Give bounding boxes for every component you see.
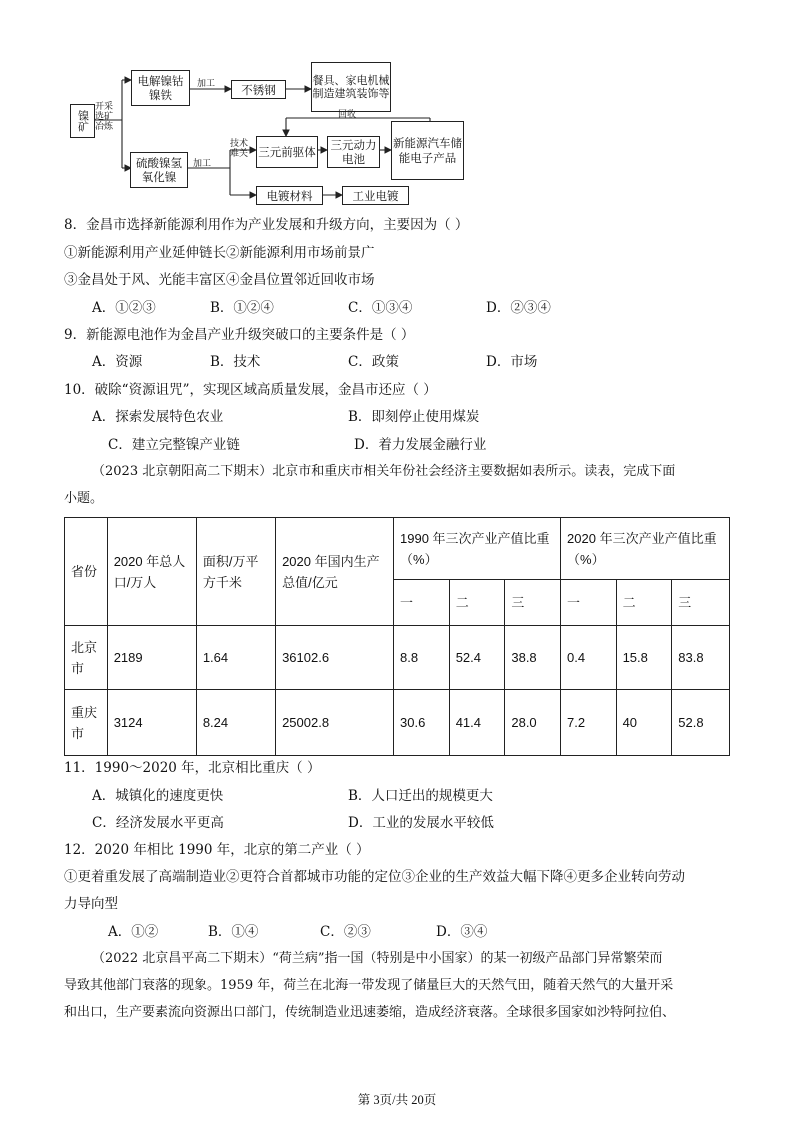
intro3-line-1: （2022 北京昌平高二下期末）“荷兰病”指一国（特别是中小国家）的某一初级产品部门异常繁荣而 <box>92 951 663 966</box>
row-beijing-name: 北京市 <box>65 626 108 690</box>
electrolytic-nickel-box: 电解镍钴镍铁 <box>131 70 190 106</box>
row-beijing-2020-secondary: 15.8 <box>616 626 672 690</box>
intro3-line-3: 和出口，生产要素流向资源出口部门，传统制造业迅速萎缩，造成经济衰落。全球很多国家如沙特阿拉伯、 <box>64 1005 676 1020</box>
industrial-plating-box: 工业电镀 <box>342 186 409 205</box>
stainless-box: 不锈钢 <box>231 80 286 99</box>
q12-option-b[interactable]: B．①④ <box>208 924 259 940</box>
row-chongqing-name: 重庆市 <box>65 690 108 756</box>
table-header-row <box>65 518 730 580</box>
row-beijing-1990-secondary: 52.4 <box>449 626 505 690</box>
subheader-2020-secondary: 二 <box>616 580 672 626</box>
row-beijing-area: 1.64 <box>196 626 275 690</box>
q10-option-c[interactable]: C．建立完整镍产业链 <box>108 437 240 453</box>
tech-label: 技术难关 <box>230 139 249 159</box>
q12-statement-2: 力导向型 <box>64 896 118 912</box>
q11-option-c[interactable]: C．经济发展水平更高 <box>92 815 224 831</box>
q8-statement-1: ①新能源利用产业延伸链长②新能源利用市场前景广 <box>64 245 375 261</box>
subheader-1990-secondary: 二 <box>449 580 505 626</box>
row-beijing-2020-tertiary: 83.8 <box>672 626 730 690</box>
q8-option-b[interactable]: B．①②④ <box>210 300 274 316</box>
intro2-line-1: （2023 北京朝阳高二下期末）北京市和重庆市相关年份社会经济主要数据如表所示。读表，完成下面 <box>92 464 676 479</box>
q11-stem: 11．1990～2020 年，北京相比重庆（ ） <box>64 760 321 776</box>
process-label-2: 加工 <box>193 159 212 169</box>
intro2-line-2: 小题。 <box>64 491 104 506</box>
q10-option-d[interactable]: D．着力发展金融行业 <box>354 437 487 453</box>
row-beijing-gdp: 36102.6 <box>276 626 394 690</box>
q12-statement-1: ①更着重发展了高端制造业②更符合首都城市功能的定位③企业的生产效益大幅下降④更多企业转向劳动 <box>64 869 685 885</box>
economic-data-table <box>64 517 730 756</box>
recycle-label: 回收 <box>338 110 357 120</box>
row-beijing-2020-primary: 0.4 <box>561 626 617 690</box>
nickel-sulfate-box: 硫酸镍氢氧化镍 <box>130 152 188 188</box>
q9-option-b[interactable]: B．技术 <box>210 354 261 370</box>
row-chongqing-1990-secondary: 41.4 <box>449 690 505 756</box>
q10-option-a[interactable]: A．探索发展特色农业 <box>92 409 224 425</box>
row-chongqing-2020-primary: 7.2 <box>561 690 617 756</box>
header-population: 2020 年总人口/万人 <box>107 518 196 626</box>
q11-option-b[interactable]: B．人口迁出的规模更大 <box>348 788 493 804</box>
q9-option-d[interactable]: D．市场 <box>486 354 538 370</box>
q8-option-a[interactable]: A．①②③ <box>92 300 156 316</box>
q9-option-a[interactable]: A．资源 <box>92 354 143 370</box>
header-gdp: 2020 年国内生产总值/亿元 <box>276 518 394 626</box>
q12-option-a[interactable]: A．①② <box>108 924 159 940</box>
page-number: 第 3页/共 20页 <box>357 1093 437 1107</box>
row-chongqing-gdp: 25002.8 <box>276 690 394 756</box>
row-beijing-pop: 2189 <box>107 626 196 690</box>
row-chongqing-2020-tertiary: 52.8 <box>672 690 730 756</box>
header-2020: 2020 年三次产业产值比重（%） <box>561 518 730 580</box>
q9-option-c[interactable]: C．政策 <box>348 354 399 370</box>
q8-option-c[interactable]: C．①③④ <box>348 300 413 316</box>
diagram-arrows <box>0 0 794 215</box>
process-label-1: 加工 <box>197 79 216 89</box>
subheader-2020-primary: 一 <box>561 580 617 626</box>
q8-stem: 8．金昌市选择新能源利用作为产业发展和升级方向，主要因为（ ） <box>64 217 469 233</box>
subheader-2020-tertiary: 三 <box>672 580 730 626</box>
products-box-2: 新能源汽车储能电子产品 <box>391 121 464 180</box>
row-beijing-1990-tertiary: 38.8 <box>505 626 561 690</box>
ore-text: 镍矿 <box>76 110 90 132</box>
q12-stem: 12．2020 年相比 1990 年，北京的第二产业（ ） <box>64 842 370 858</box>
battery-box: 三元动力电池 <box>327 136 380 168</box>
q8-option-d[interactable]: D．②③④ <box>486 300 551 316</box>
header-area: 面积/万平方千米 <box>196 518 275 626</box>
row-chongqing-1990-tertiary: 28.0 <box>505 690 561 756</box>
mining-label: 开采选矿冶炼 <box>95 102 114 132</box>
q8-statement-2: ③金昌处于风、光能丰富区④金昌位置邻近回收市场 <box>64 272 375 288</box>
precursor-box: 三元前驱体 <box>256 136 318 168</box>
ore-box <box>70 104 95 138</box>
row-chongqing-area: 8.24 <box>196 690 275 756</box>
subheader-1990-primary: 一 <box>394 580 450 626</box>
plating-material-box: 电镀材料 <box>256 186 323 205</box>
intro3-line-2: 导致其他部门衰落的现象。1959 年，荷兰在北海一带发现了储量巨大的天然气田，随着天然气的大量开采 <box>64 978 674 993</box>
row-chongqing-pop: 3124 <box>107 690 196 756</box>
header-province: 省份 <box>65 518 108 626</box>
row-chongqing-2020-secondary: 40 <box>616 690 672 756</box>
table-row <box>65 626 730 690</box>
products-box-1: 餐具、家电机械制造建筑装饰等 <box>311 62 391 112</box>
q11-option-d[interactable]: D．工业的发展水平较低 <box>348 815 494 831</box>
table-row <box>65 690 730 756</box>
q10-option-b[interactable]: B．即刻停止使用煤炭 <box>348 409 480 425</box>
row-beijing-1990-primary: 8.8 <box>394 626 450 690</box>
q12-option-d[interactable]: D．③④ <box>436 924 488 940</box>
row-chongqing-1990-primary: 30.6 <box>394 690 450 756</box>
header-1990: 1990 年三次产业产值比重（%） <box>394 518 561 580</box>
q12-option-c[interactable]: C．②③ <box>320 924 371 940</box>
q9-stem: 9．新能源电池作为金昌产业升级突破口的主要条件是（ ） <box>64 327 415 343</box>
q10-stem: 10．破除“资源诅咒”，实现区域高质量发展，金昌市还应（ ） <box>64 382 437 398</box>
subheader-1990-tertiary: 三 <box>505 580 561 626</box>
q11-option-a[interactable]: A．城镇化的速度更快 <box>92 788 224 804</box>
